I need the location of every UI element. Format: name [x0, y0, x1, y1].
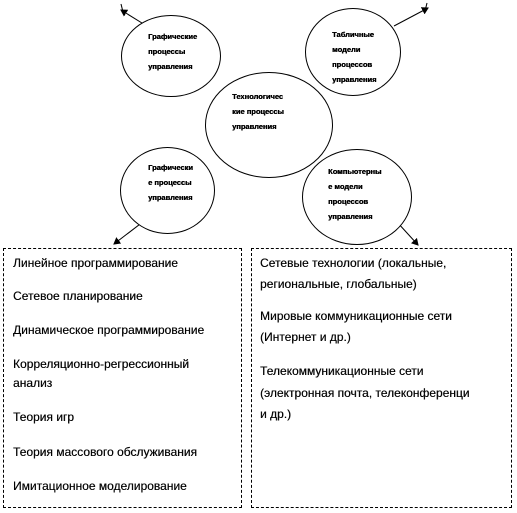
circle-text-line: управления — [332, 75, 377, 84]
circle-text-line: Табличные — [332, 30, 374, 39]
circle-text-line: е модели — [328, 182, 363, 191]
list-item: Телекоммуникационные сети — [260, 364, 424, 378]
circle-text-line: е процессы — [148, 178, 192, 187]
list-item: (электронная почта, телеконференци — [260, 386, 470, 400]
circle-table-models-text — [332, 27, 376, 87]
circle-graphic-processes-bottom-text — [148, 160, 193, 205]
circle-text-line: процессы — [148, 47, 186, 56]
circle-text-line: процессов — [332, 60, 372, 69]
circle-text-line: управления — [148, 62, 193, 71]
circle-technological-processes-text — [232, 89, 284, 134]
circle-computer-models-text — [328, 164, 381, 224]
circle-text-line: процессов — [328, 197, 368, 206]
circle-graphic-processes-top-text — [148, 29, 197, 74]
arrow-top-right-tick — [425, 3, 427, 11]
circle-text-line: Графически — [148, 163, 193, 172]
list-item: Линейное программирование — [13, 256, 178, 270]
circle-text-line: Графические — [148, 32, 198, 41]
list-item: Теория игр — [13, 410, 74, 424]
list-item: региональные, глобальные) — [260, 277, 417, 291]
circle-text-line: управления — [232, 122, 277, 131]
list-item: Динамическое программирование — [13, 323, 205, 337]
list-item: Корреляционно-регрессионный — [13, 357, 189, 371]
circle-text-line: управления — [148, 193, 193, 202]
circle-text-line: модели — [332, 45, 361, 54]
circle-text-line: Технологичес — [232, 92, 283, 101]
circle-text-line: Компьютерны — [328, 167, 382, 176]
list-item: Имитационное моделирование — [13, 479, 187, 493]
circle-text-line: кие процессы — [232, 107, 284, 116]
list-item: Мировые коммуникационные сети — [260, 309, 452, 323]
list-item: (Интернет и др.) — [260, 330, 351, 344]
arrow-top-right — [394, 8, 428, 26]
list-item: и др.) — [260, 407, 292, 421]
list-item: анализ — [13, 376, 53, 390]
list-item: Теория массового обслуживания — [13, 445, 198, 459]
circle-text-line: управления — [328, 212, 373, 221]
list-item: Сетевые технологии (локальные, — [260, 256, 447, 270]
list-item: Сетевое планирование — [13, 289, 143, 303]
